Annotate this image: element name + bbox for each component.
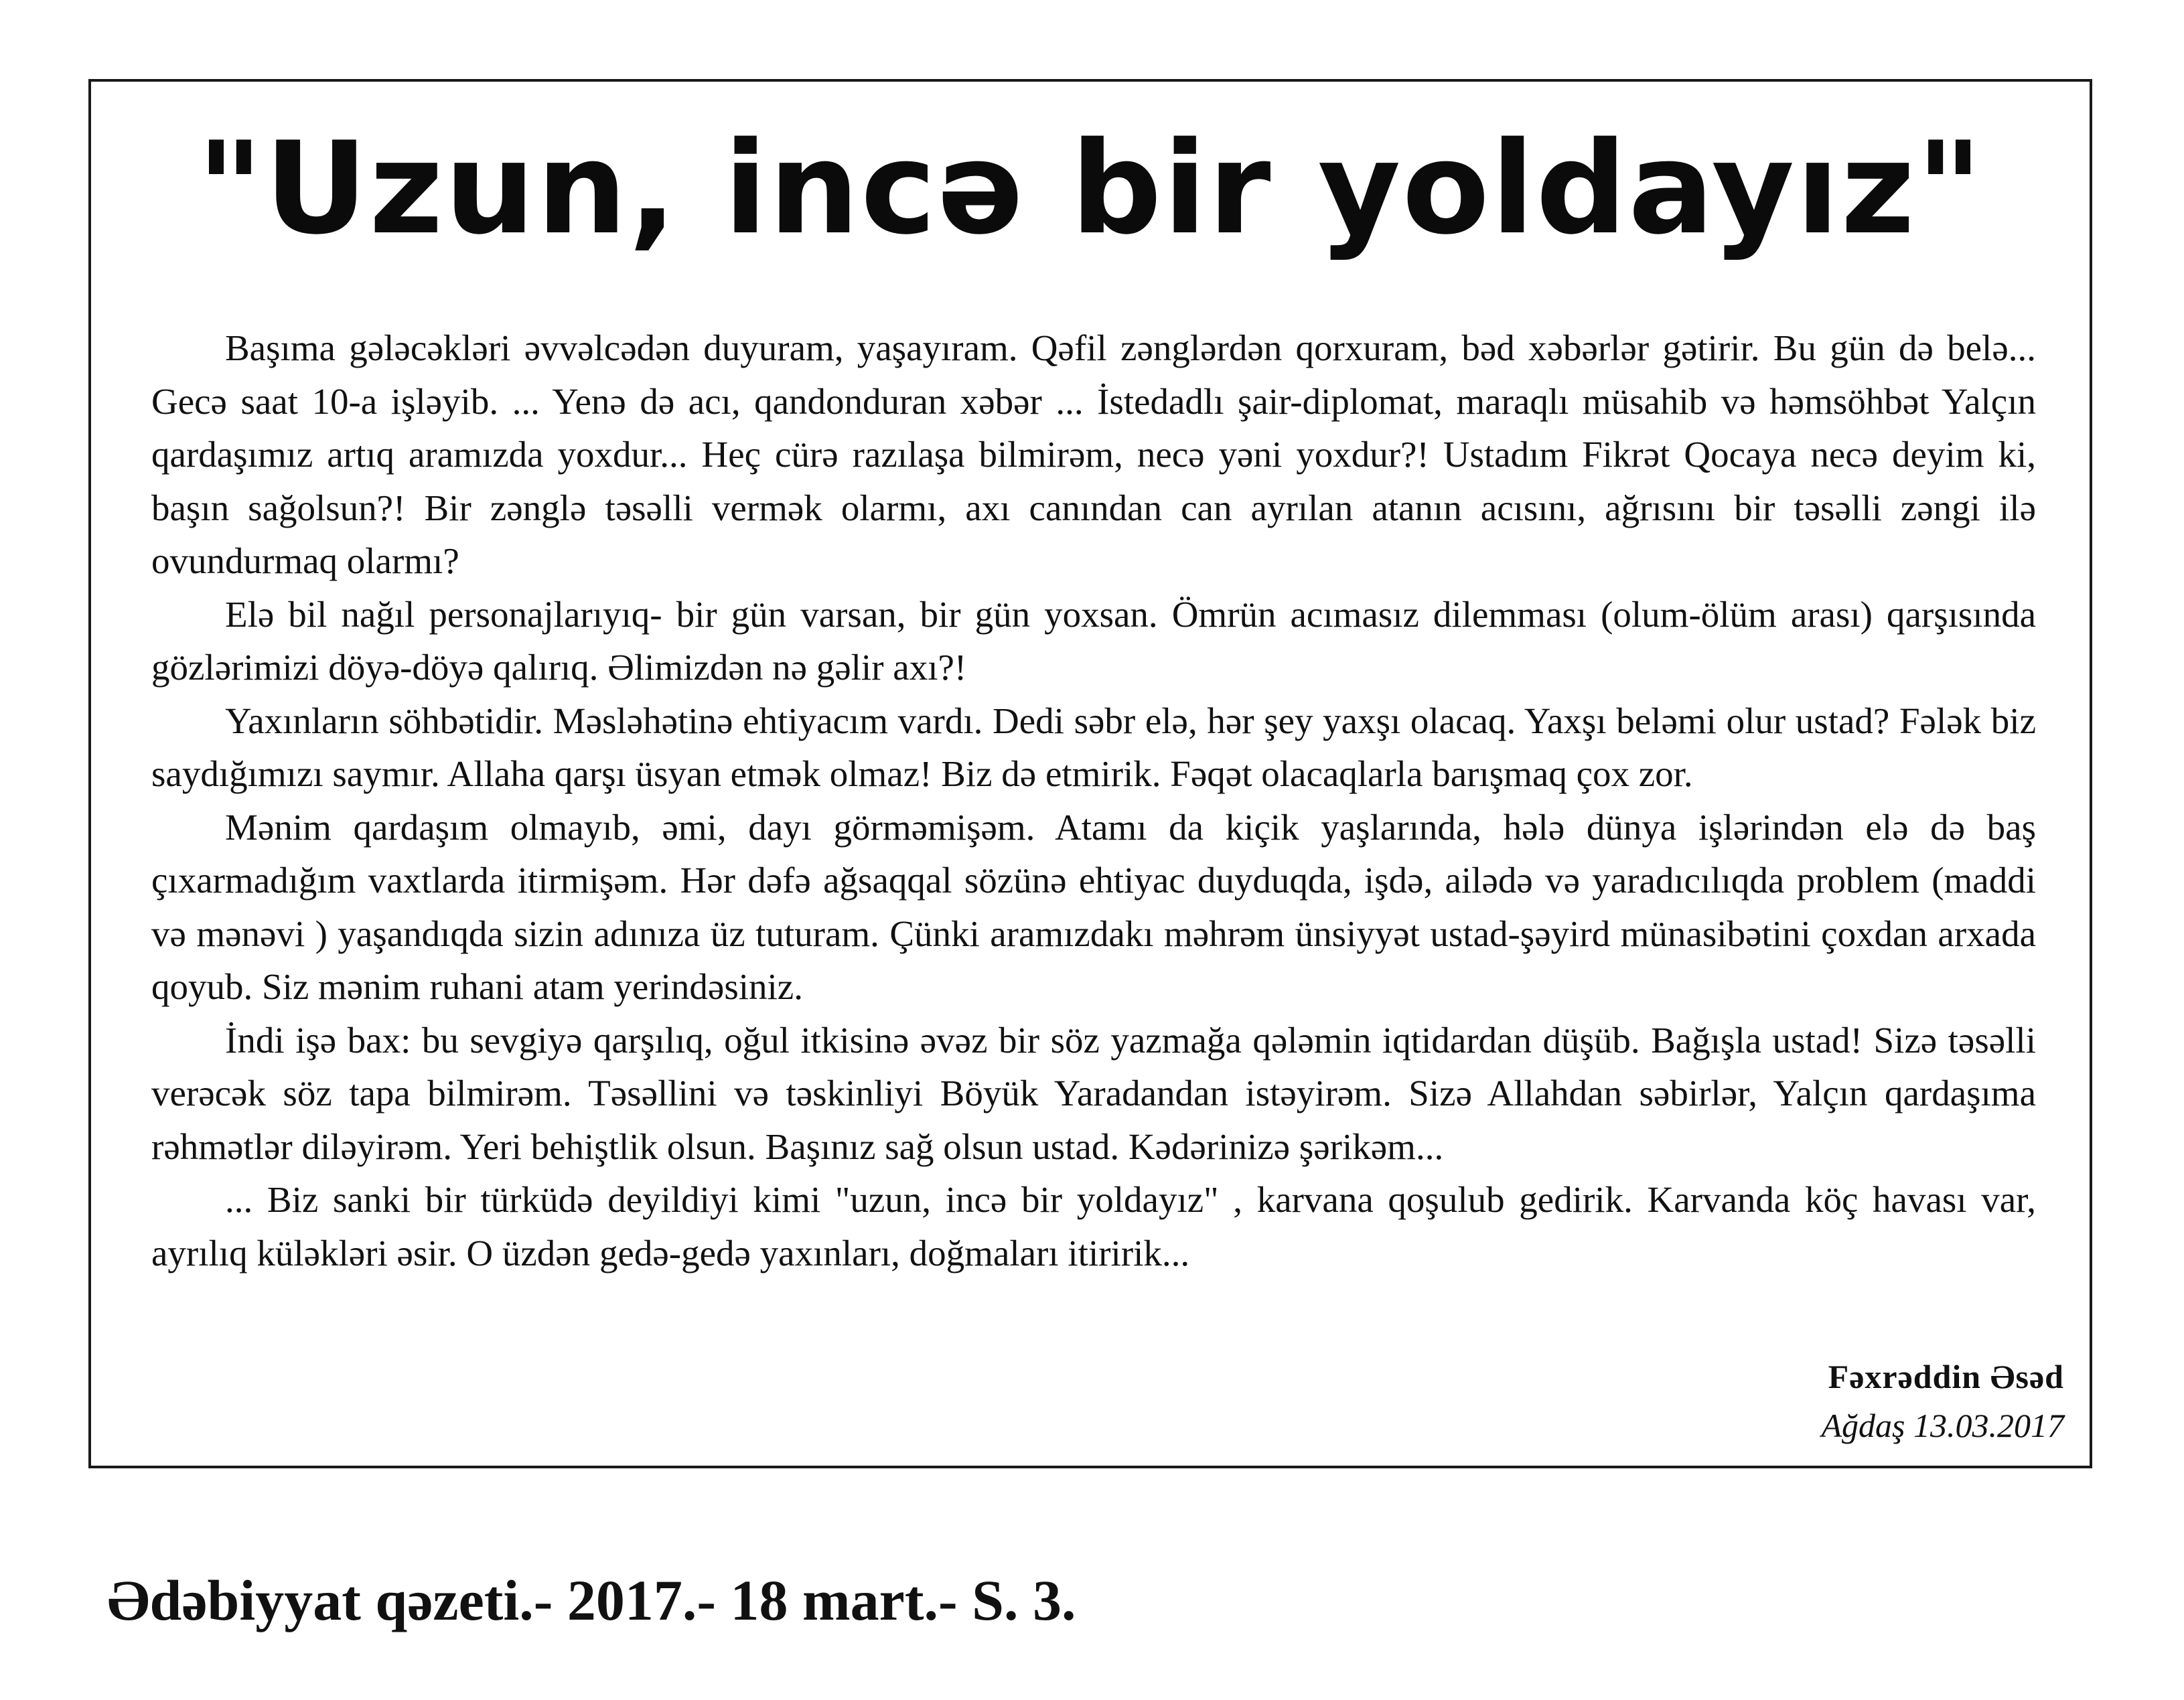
paragraph: Elə bil nağıl personajlarıyıq- bir gün varsan, bir gün yoxsan. Ömrün acımasız dilemması (olum-ölüm arası) qarşısında gözlərimizi döyə-döyə qalırıq. Əlimizdən nə gəlir axı?! [151, 593, 2036, 688]
paragraph: Başıma gələcəkləri əvvəlcədən duyuram, yaşayıram. Qəfil zənglərdən qorxuram, bəd xəbərlər gətirir. Bu gün də belə... Gecə saat 10-a işləyib. ... Yenə də acı, qandonduran xəbər ... İstedadlı şair-diplomat, maraqlı müsahib və həmsöhbət Yalçın qardaşımız artıq aramızda yoxdur... Heç cürə razılaşa bilmirəm, necə yəni yoxdur?! Ustadım Fikrət Qocaya necə deyim ki, başın sağolsun?! Bir zənglə təsəlli vermək olarmı, axı canından can ayrılan atanın acısını, ağrısını bir təsəlli zəngi ilə ovundurmaq olarmı? [151, 327, 2036, 581]
paragraph: ... Biz sanki bir türküdə deyildiyi kimi "uzun, incə bir yoldayız" , karvana qoşulub gedirik. Karvanda köç havası var, ayrılıq küləkləri əsir. O üzdən gedə-gedə yaxınları, doğmaları itiririk... [151, 1179, 2036, 1273]
source-citation: Ədəbiyyat qəzeti.- 2017.- 18 mart.- S. 3. [107, 1568, 1076, 1632]
article-frame [88, 79, 2092, 1468]
paragraph: Yaxınların söhbətidir. Məsləhətinə ehtiyacım vardı. Dedi səbr elə, hər şey yaxşı olacaq. Yaxşı beləmi olur ustad? Fələk biz saydığımızı saymır. Allaha qarşı üsyan etmək olmaz! Biz də etmirik. Fəqət olacaqlarla barışmaq çox zor. [151, 700, 2036, 794]
place-date: Ağdaş 13.03.2017 [1821, 1407, 2064, 1444]
author-name: Fəxrəddin Əsəd [1828, 1358, 2064, 1395]
paragraph: İndi işə bax: bu sevgiyə qarşılıq, oğul itkisinə əvəz bir söz yazmağa qələmin iqtidardan düşüb. Bağışla ustad! Sizə təsəlli verəcək söz tapa bilmirəm. Təsəllini və təskinliyi Böyük Yaradandan istəyirəm. Sizə Allahdan səbirlər, Yalçın qardaşıma rəhmətlər diləyirəm. Yeri behiştlik olsun. Başınız sağ olsun ustad. Kədərinizə şərikəm... [151, 1019, 2036, 1167]
paragraph: Mənim qardaşım olmayıb, əmi, dayı görməmişəm. Atamı da kiçik yaşlarında, hələ dünya işlərindən elə də baş çıxarmadığım vaxtlarda itirmişəm. Hər dəfə ağsaqqal sözünə ehtiyac duyduqda, işdə, ailədə və yaradıcılıqda problem (maddi və mənəvi ) yaşandıqda sizin adınıza üz tuturam. Çünki aramızdakı məhrəm ünsiyyət ustad-şəyird münasibətini çoxdan arxada qoyub. Siz mənim ruhani atam yerindəsiniz. [151, 806, 2036, 1007]
article-body [151, 321, 2036, 1280]
article-title: "Uzun, incə bir yoldayız" [196, 114, 1984, 262]
